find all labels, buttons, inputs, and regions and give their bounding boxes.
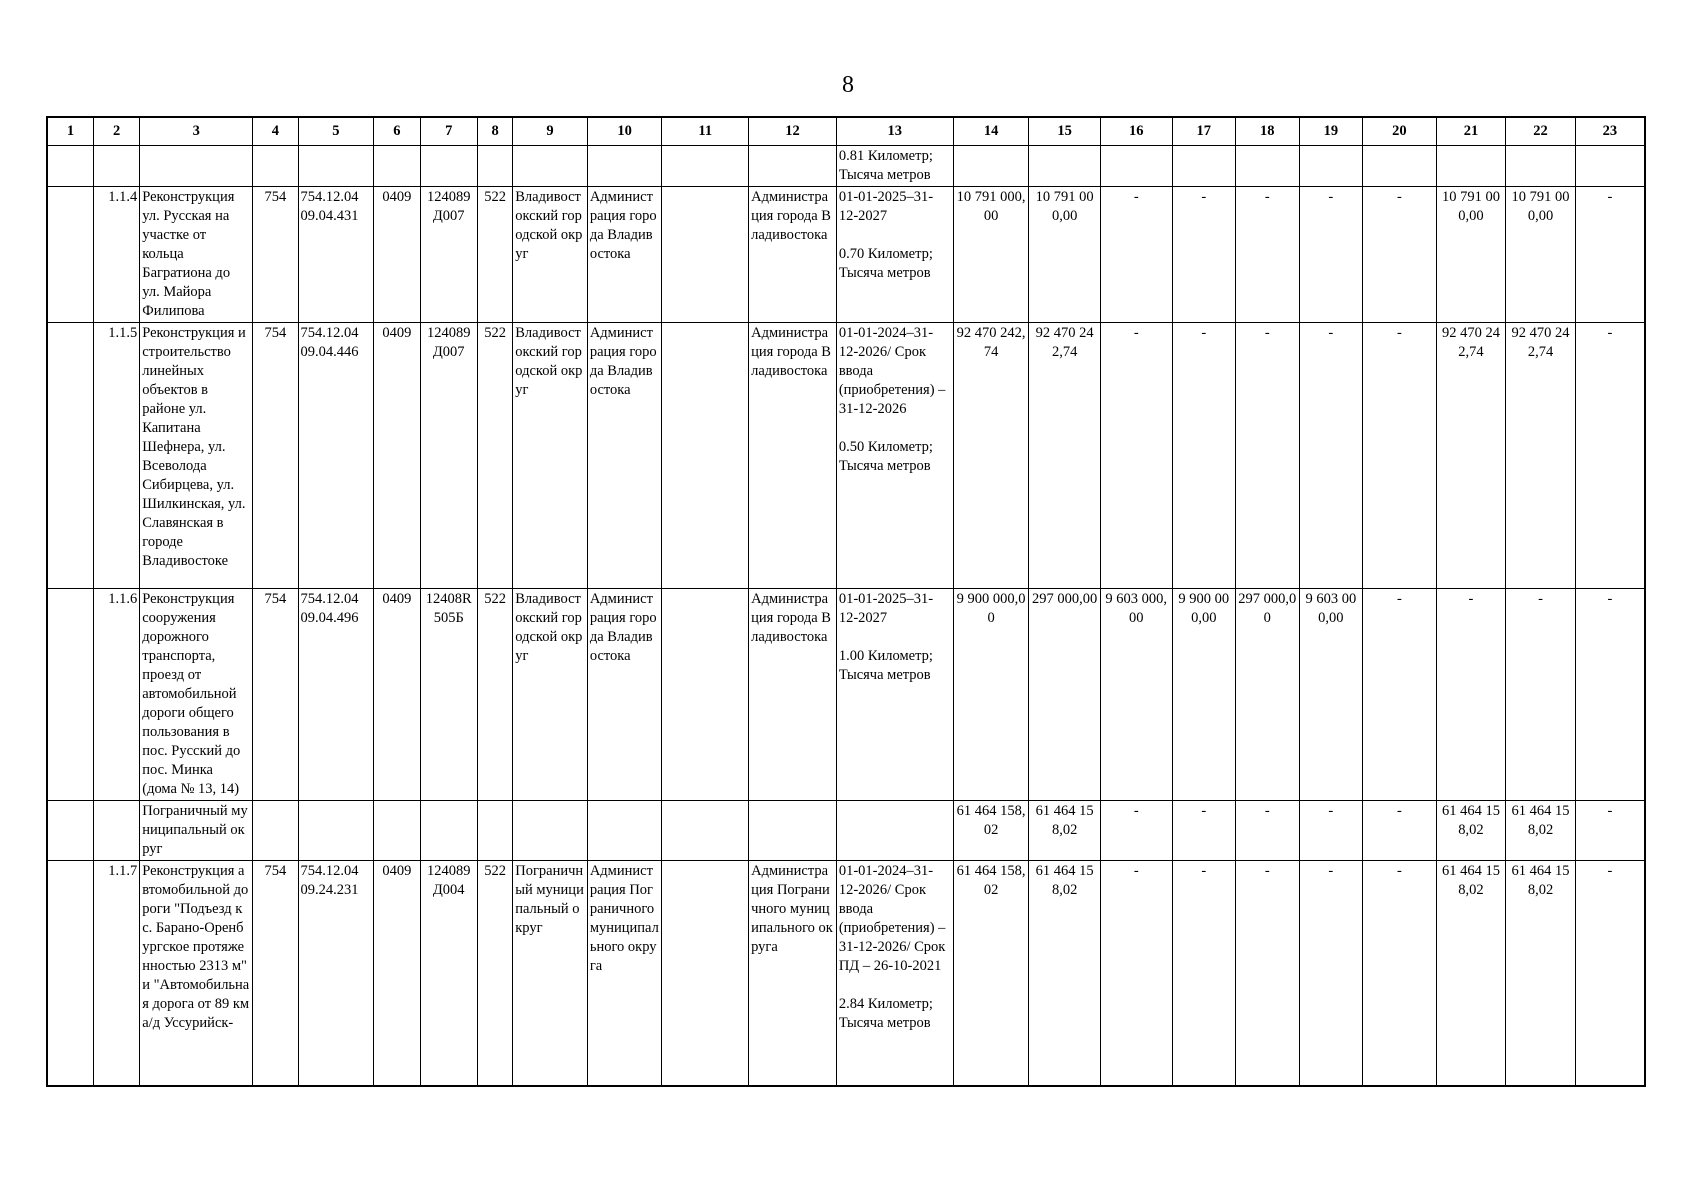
table-cell: - <box>1172 187 1236 323</box>
column-header: 11 <box>662 117 749 146</box>
data-table <box>46 116 1646 1087</box>
table-cell: 754.12.04 09.04.446 <box>298 323 374 589</box>
table-cell: 0409 <box>374 187 420 323</box>
table-row <box>47 589 1645 801</box>
table-cell: - <box>1299 801 1363 861</box>
table-cell: 0409 <box>374 861 420 1086</box>
table-row <box>47 323 1645 589</box>
table-cell: Пограничный муниципальный округ <box>513 861 588 1086</box>
table-cell <box>662 146 749 187</box>
table-cell: 92 470 242,74 <box>953 323 1029 589</box>
table-cell <box>1029 146 1101 187</box>
column-header: 1 <box>47 117 93 146</box>
table-cell: - <box>1100 187 1172 323</box>
table-cell: 61 464 158,02 <box>1506 801 1576 861</box>
table-cell: 61 464 158,02 <box>953 801 1029 861</box>
table-cell <box>1172 146 1236 187</box>
table-cell <box>836 801 953 861</box>
table-cell: - <box>1363 861 1437 1086</box>
table-cell: - <box>1172 323 1236 589</box>
table-cell <box>662 801 749 861</box>
table-cell: 754 <box>253 589 298 801</box>
table-cell: - <box>1236 861 1300 1086</box>
table-cell: - <box>1363 187 1437 323</box>
table-cell <box>953 146 1029 187</box>
table-cell: Владивостокский городской округ <box>513 187 588 323</box>
table-cell: 9 603 000,00 <box>1299 589 1363 801</box>
table-cell: 01-01-2024–31-12-2026/ Срок ввода (приобретения) – 31-12-2026/ Срок ПД – 26-10-2021 2.84 Километр; Тысяча метров <box>836 861 953 1086</box>
table-cell: - <box>1299 187 1363 323</box>
table-cell <box>253 801 298 861</box>
table-cell: - <box>1575 861 1645 1086</box>
table-cell: - <box>1436 589 1506 801</box>
table-cell: - <box>1236 187 1300 323</box>
table-cell <box>1100 146 1172 187</box>
table-cell <box>1575 146 1645 187</box>
column-header: 19 <box>1299 117 1363 146</box>
table-cell: - <box>1506 589 1576 801</box>
table-cell: Реконструкция и строительство линейных объектов в районе ул. Капитана Шефнера, ул. Всеволода Сибирцева, ул. Шилкинская, ул. Славянская в городе Владивостоке <box>140 323 253 589</box>
table-cell <box>477 146 512 187</box>
table-cell: 10 791 000,00 <box>1436 187 1506 323</box>
table-cell: 754.12.04 09.04.496 <box>298 589 374 801</box>
column-header: 14 <box>953 117 1029 146</box>
table-cell: 01-01-2024–31-12-2026/ Срок ввода (приобретения) – 31-12-2026 0.50 Километр; Тысяча метров <box>836 323 953 589</box>
table-cell <box>374 146 420 187</box>
table-cell: Администрация города Владивостока <box>749 589 837 801</box>
table-cell <box>420 146 477 187</box>
table-cell: - <box>1299 323 1363 589</box>
column-header: 21 <box>1436 117 1506 146</box>
table-cell: - <box>1363 801 1437 861</box>
column-header: 17 <box>1172 117 1236 146</box>
table-cell: 522 <box>477 323 512 589</box>
table-cell: Администрация города Владивостока <box>587 589 662 801</box>
table-cell: Администрация города Владивостока <box>749 323 837 589</box>
table-cell: Реконструкция автомобильной дороги "Подъезд к с. Барано-Оренбургское протяженностью 2313 м" и "Автомобильная дорога от 89 км а/д Уссурийск- <box>140 861 253 1086</box>
table-row <box>47 146 1645 187</box>
table-cell: 92 470 242,74 <box>1436 323 1506 589</box>
table-cell: - <box>1575 187 1645 323</box>
table-cell <box>587 146 662 187</box>
table-cell: 754 <box>253 861 298 1086</box>
table-cell: 12408R 505Б <box>420 589 477 801</box>
table-cell <box>47 187 93 323</box>
table-cell <box>477 801 512 861</box>
column-header: 8 <box>477 117 512 146</box>
table-row <box>47 861 1645 1086</box>
table-cell: Реконструкция сооружения дорожного транспорта, проезд от автомобильной дороги общего пользования в пос. Русский до пос. Минка (дома № 13, 14) <box>140 589 253 801</box>
table-cell: - <box>1363 323 1437 589</box>
table-cell: - <box>1236 323 1300 589</box>
table-cell <box>298 801 374 861</box>
table-cell: - <box>1363 589 1437 801</box>
table-cell: - <box>1172 801 1236 861</box>
table-cell <box>513 146 588 187</box>
table-cell: 522 <box>477 861 512 1086</box>
table-cell <box>587 801 662 861</box>
column-header: 3 <box>140 117 253 146</box>
table-cell: 1.1.4 <box>93 187 139 323</box>
column-header: 2 <box>93 117 139 146</box>
table-cell: 92 470 242,74 <box>1029 323 1101 589</box>
column-header: 10 <box>587 117 662 146</box>
column-header: 16 <box>1100 117 1172 146</box>
table-row <box>47 801 1645 861</box>
table-cell: Администрация Пограничного муниципального округа <box>749 861 837 1086</box>
table-cell: - <box>1575 801 1645 861</box>
table-cell <box>420 801 477 861</box>
column-header: 7 <box>420 117 477 146</box>
table-cell: - <box>1575 323 1645 589</box>
table-cell <box>662 861 749 1086</box>
table-cell <box>749 146 837 187</box>
column-header: 20 <box>1363 117 1437 146</box>
table-cell <box>662 187 749 323</box>
table-cell: 01-01-2025–31-12-2027 1.00 Километр; Тысяча метров <box>836 589 953 801</box>
table-cell: 92 470 242,74 <box>1506 323 1576 589</box>
table-cell <box>93 146 139 187</box>
column-header: 9 <box>513 117 588 146</box>
table-cell: 1.1.6 <box>93 589 139 801</box>
table-cell: 61 464 158,02 <box>1436 801 1506 861</box>
table-cell: 10 791 000,00 <box>953 187 1029 323</box>
table-cell <box>1436 146 1506 187</box>
table-cell: 522 <box>477 187 512 323</box>
table-cell <box>93 801 139 861</box>
table-cell <box>1299 146 1363 187</box>
column-header: 15 <box>1029 117 1101 146</box>
table-cell: - <box>1575 589 1645 801</box>
column-header: 13 <box>836 117 953 146</box>
table-cell: Владивостокский городской округ <box>513 589 588 801</box>
table-cell <box>47 589 93 801</box>
table-cell <box>749 801 837 861</box>
table-cell: Администрация города Владивостока <box>587 187 662 323</box>
table-cell <box>47 146 93 187</box>
table-cell <box>1363 146 1437 187</box>
column-header: 18 <box>1236 117 1300 146</box>
table-cell: 61 464 158,02 <box>1506 861 1576 1086</box>
header-row <box>47 117 1645 146</box>
table-cell: 1.1.5 <box>93 323 139 589</box>
table-cell: 61 464 158,02 <box>953 861 1029 1086</box>
table-cell: - <box>1100 861 1172 1086</box>
table-cell: - <box>1100 801 1172 861</box>
table-cell: - <box>1100 323 1172 589</box>
table-cell: Администрация города Владивостока <box>749 187 837 323</box>
table-cell: 10 791 000,00 <box>1029 187 1101 323</box>
column-header: 22 <box>1506 117 1576 146</box>
page-number: 8 <box>842 72 854 98</box>
table-cell: 754 <box>253 323 298 589</box>
table-cell: Администрация Пограничного муниципального округа <box>587 861 662 1086</box>
table-cell <box>47 323 93 589</box>
table-cell: 124089 Д004 <box>420 861 477 1086</box>
table-cell: - <box>1299 861 1363 1086</box>
column-header: 6 <box>374 117 420 146</box>
table-cell <box>47 801 93 861</box>
table-cell <box>374 801 420 861</box>
table-cell: 0.81 Километр; Тысяча метров <box>836 146 953 187</box>
table-cell <box>1236 146 1300 187</box>
table-cell: 754.12.04 09.24.231 <box>298 861 374 1086</box>
table-cell: 9 900 000,00 <box>1172 589 1236 801</box>
table-cell: 124089 Д007 <box>420 323 477 589</box>
table-cell <box>662 323 749 589</box>
table-cell <box>298 146 374 187</box>
table-cell: Пограничный муниципальный округ <box>140 801 253 861</box>
table-cell: 0409 <box>374 589 420 801</box>
table-cell <box>253 146 298 187</box>
table-cell <box>513 801 588 861</box>
column-header: 23 <box>1575 117 1645 146</box>
table-cell: 0409 <box>374 323 420 589</box>
table-cell: 1.1.7 <box>93 861 139 1086</box>
table-cell: 9 603 000,00 <box>1100 589 1172 801</box>
table-cell: 297 000,00 <box>1236 589 1300 801</box>
table-cell: 297 000,00 <box>1029 589 1101 801</box>
table-cell: 522 <box>477 589 512 801</box>
table-cell: 10 791 000,00 <box>1506 187 1576 323</box>
table-row <box>47 187 1645 323</box>
table-cell <box>140 146 253 187</box>
table-cell: 754.12.04 09.04.431 <box>298 187 374 323</box>
column-header: 4 <box>253 117 298 146</box>
table-cell <box>1506 146 1576 187</box>
table-cell: Администрация города Владивостока <box>587 323 662 589</box>
table-cell: 01-01-2025–31-12-2027 0.70 Километр; Тысяча метров <box>836 187 953 323</box>
table-cell: - <box>1172 861 1236 1086</box>
table-cell: 61 464 158,02 <box>1029 861 1101 1086</box>
table-cell: 9 900 000,00 <box>953 589 1029 801</box>
table-cell: 61 464 158,02 <box>1029 801 1101 861</box>
table-cell: - <box>1236 801 1300 861</box>
table-cell: 124089 Д007 <box>420 187 477 323</box>
table-cell <box>662 589 749 801</box>
column-header: 12 <box>749 117 837 146</box>
table-cell: Владивостокский городской округ <box>513 323 588 589</box>
table-cell: 61 464 158,02 <box>1436 861 1506 1086</box>
table-cell: Реконструкция ул. Русская на участке от кольца Багратиона до ул. Майора Филипова <box>140 187 253 323</box>
table-cell: 754 <box>253 187 298 323</box>
column-header: 5 <box>298 117 374 146</box>
table-cell <box>47 861 93 1086</box>
